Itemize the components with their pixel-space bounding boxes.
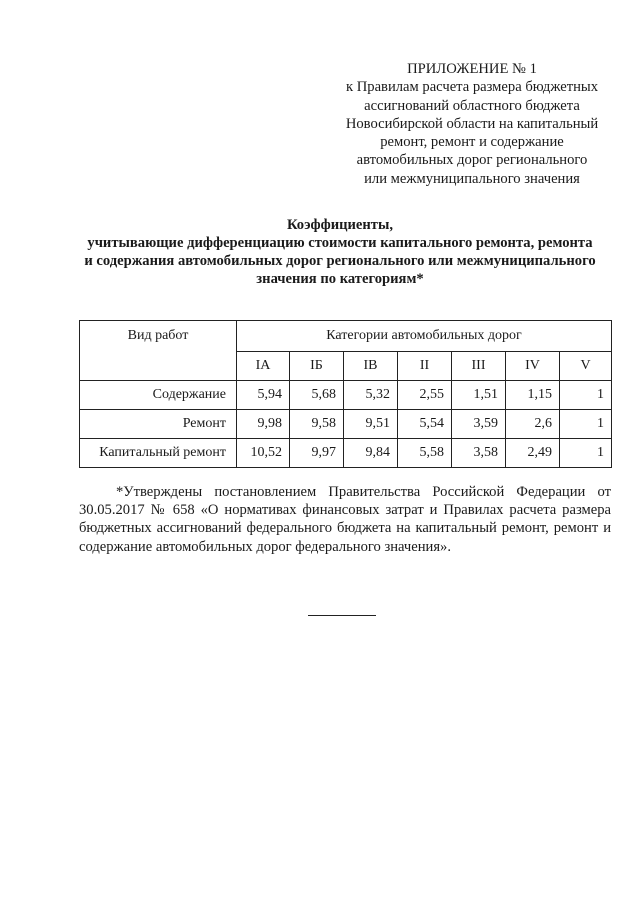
- category-header: IБ: [290, 352, 344, 381]
- table-cell: 9,84: [344, 439, 398, 468]
- table-cell: 3,58: [452, 439, 506, 468]
- appendix-header: [322, 60, 622, 188]
- table-cell: 5,94: [237, 381, 290, 410]
- closing-rule: [308, 615, 376, 616]
- table-cell: 5,68: [290, 381, 344, 410]
- table-cell: 2,6: [506, 410, 560, 439]
- category-header: III: [452, 352, 506, 381]
- appendix-line: ассигнований областного бюджета: [364, 97, 580, 114]
- category-header: IV: [506, 352, 560, 381]
- table-row: [80, 410, 612, 439]
- table-cell: 5,54: [398, 410, 452, 439]
- coefficients-table: [79, 320, 612, 468]
- row-label: Ремонт: [80, 410, 237, 439]
- title-line: и содержания автомобильных дорог регионального или межмуниципального: [84, 253, 596, 269]
- row-label: Содержание: [80, 381, 237, 410]
- category-header: II: [398, 352, 452, 381]
- appendix-title: ПРИЛОЖЕНИЕ № 1: [407, 61, 537, 77]
- title-line: учитывающие дифференциацию стоимости капитального ремонта, ремонта: [87, 235, 593, 251]
- document-title: [40, 216, 640, 288]
- table-cell: 5,58: [398, 439, 452, 468]
- table-cell: 1: [560, 410, 612, 439]
- footnote: *Утверждены постановлением Правительства Российской Федерации от 30.05.2017 № 658 «О нормативах финансовых затрат и Правилах расчета размера бюджетных ассигнований федерального бюджета на капитальный ремонт, ремонт и содержание автомобильных дорог федерального значения».: [79, 484, 611, 555]
- category-header: V: [560, 352, 612, 381]
- table-row: [80, 439, 612, 468]
- table-cell: 2,49: [506, 439, 560, 468]
- table-cell: 5,32: [344, 381, 398, 410]
- table-cell: 1,15: [506, 381, 560, 410]
- appendix-line: автомобильных дорог регионального: [356, 152, 588, 169]
- table-cell: 1,51: [452, 381, 506, 410]
- title-line: значения по категориям*: [256, 271, 424, 287]
- table-cell: 9,58: [290, 410, 344, 439]
- table-header-row: [80, 321, 612, 352]
- appendix-line: ремонт, ремонт и содержание: [380, 134, 564, 151]
- header-categories: Категории автомобильных дорог: [237, 321, 612, 352]
- table-cell: 2,55: [398, 381, 452, 410]
- table-cell: 9,97: [290, 439, 344, 468]
- table-cell: 9,51: [344, 410, 398, 439]
- table-row: [80, 381, 612, 410]
- row-label: Капитальный ремонт: [80, 439, 237, 468]
- title-line: Коэффициенты,: [286, 217, 394, 233]
- appendix-line: или межмуниципального значения: [364, 170, 580, 187]
- header-work-type: Вид работ: [80, 321, 237, 381]
- table-cell: 1: [560, 439, 612, 468]
- table-cell: 9,98: [237, 410, 290, 439]
- appendix-line: Новосибирской области на капитальный: [345, 115, 599, 132]
- category-header: IА: [237, 352, 290, 381]
- table-cell: 3,59: [452, 410, 506, 439]
- table-cell: 10,52: [237, 439, 290, 468]
- appendix-line: к Правилам расчета размера бюджетных: [346, 79, 598, 96]
- table-cell: 1: [560, 381, 612, 410]
- category-header: IВ: [344, 352, 398, 381]
